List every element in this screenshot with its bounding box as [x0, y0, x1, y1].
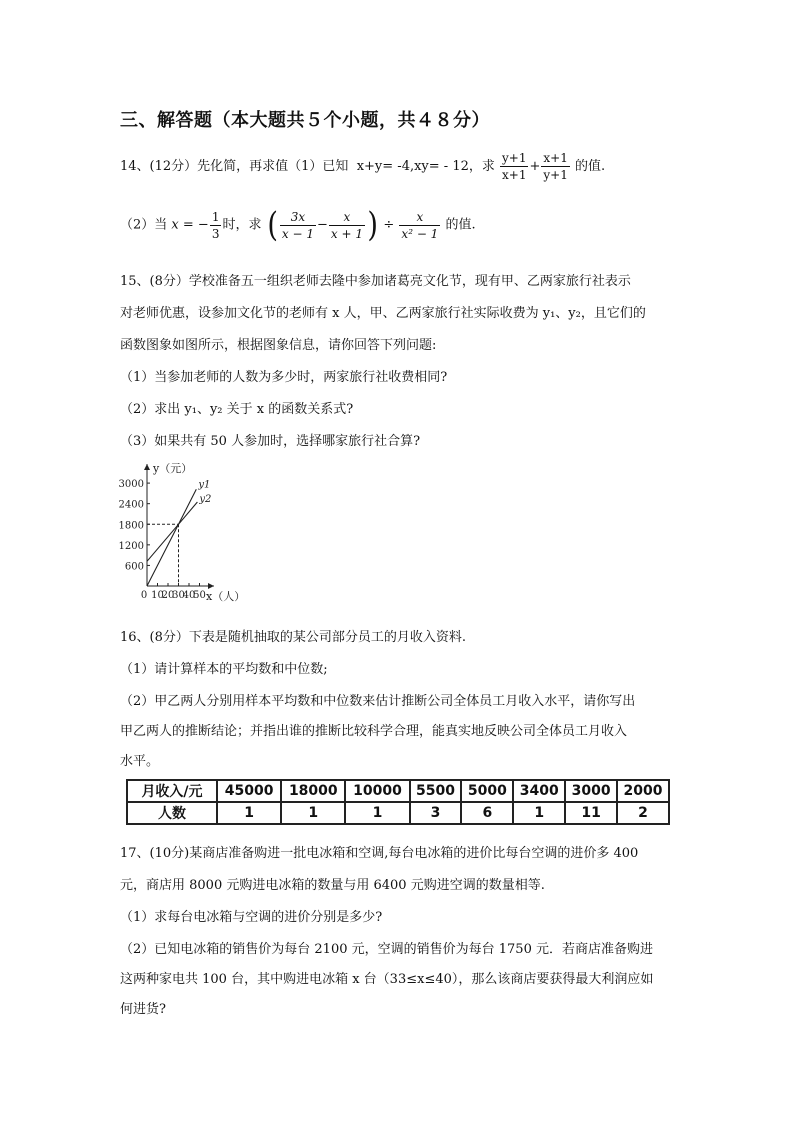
income-cell: 2000 — [617, 780, 669, 802]
q14-x-equals: x = − — [171, 217, 209, 233]
income-cell: 5000 — [461, 780, 513, 802]
q15-line2: 对老师优惠，设参加文化节的老师有 x 人，甲、乙两家旅行社实际收费为 y₁、y₂，且它们的 — [120, 306, 646, 321]
divide-sign: ÷ — [383, 217, 395, 233]
x-axis-arrow — [208, 583, 214, 589]
q14-fraction-1: $\frac{y+1}{x+1}$ — [502, 151, 527, 182]
q14-suffix: 的值. — [575, 159, 606, 174]
count-cell: 1 — [345, 802, 409, 824]
q17-sub2c: 何进货? — [120, 1002, 166, 1017]
count-row — [127, 802, 669, 824]
series-label-y2: y2 — [199, 493, 212, 505]
q14-fraction-3: $\frac{3x}{x - 1}$ — [281, 209, 314, 241]
q16-sub2c: 水平。 — [120, 754, 160, 769]
income-header: 月收入/元 — [127, 780, 217, 802]
q14-condition: x+y= -4,xy= - 12，求 — [356, 159, 495, 174]
q16-sub1: （1）请计算样本的平均数和中位数; — [120, 662, 328, 677]
q17-sub1: （1）求每台电冰箱与空调的进价分别是多少? — [120, 910, 383, 925]
count-cell: 1 — [281, 802, 345, 824]
income-row — [127, 780, 669, 802]
y-tick-label: 1200 — [118, 540, 144, 552]
q15-line1: 15、(8分）学校准备五一组织老师去隆中参加诸葛亮文化节，现有甲、乙两家旅行社表示 — [120, 274, 631, 289]
x-tick-label: 20 — [161, 590, 175, 601]
q14-part2-prefix: （2）当 — [120, 217, 168, 233]
y-tick-label: 2400 — [118, 499, 144, 511]
y-axis-label: y（元） — [153, 462, 193, 475]
q17-sub2a: （2）已知电冰箱的销售价为每台 2100 元，空调的销售价为每台 1750 元．若商店准备购进 — [120, 942, 653, 957]
count-cell: 11 — [565, 802, 617, 824]
y-tick-label: 1800 — [118, 520, 144, 532]
q15-sub1: （1）当参加老师的人数为多少时，两家旅行社收费相同? — [120, 370, 448, 385]
q15-sub2: （2）求出 y₁、y₂ 关于 x 的函数关系式? — [120, 402, 354, 417]
y-axis-arrow — [144, 464, 150, 470]
series-label-y1: y1 — [198, 479, 211, 491]
q14-fraction-4: $\frac{x}{x + 1}$ — [330, 209, 363, 241]
q15-function-chart — [110, 458, 320, 608]
count-cell: 2 — [617, 802, 669, 824]
q17-line1: 17、(10分)某商店准备购进一批电冰箱和空调,每台电冰箱的进价比每台空调的进价多 400 — [120, 846, 639, 861]
income-cell: 45000 — [217, 780, 281, 802]
q14-fraction-5: $\frac{x}{\text{x² − 1}}$ — [401, 209, 439, 241]
q14-line1 — [120, 150, 605, 183]
count-cell: 1 — [513, 802, 565, 824]
income-cell: 18000 — [281, 780, 345, 802]
q14-line2 — [120, 205, 476, 245]
left-paren: ( — [266, 205, 278, 245]
x-axis-label: x（人） — [206, 590, 246, 603]
q14-when: 时，求 — [222, 217, 262, 233]
q16-sub2a: （2）甲乙两人分别用样本平均数和中位数来估计推断公司全体员工月收入水平，请你写出 — [120, 694, 636, 709]
y-tick-label: 600 — [124, 561, 144, 573]
q14-part2-suffix: 的值. — [445, 217, 476, 233]
series-line-y2 — [147, 502, 197, 561]
q14-one-third: $\frac{1}{3}$ — [211, 209, 220, 241]
y-tick-label: 3000 — [118, 479, 144, 491]
q15-sub3: （3）如果共有 50 人参加时，选择哪家旅行社合算? — [120, 434, 421, 449]
q17-sub2b: 这两种家电共 100 台，其中购进电冰箱 x 台（33≤x≤40），那么该商店要获得最大利润应如 — [120, 972, 654, 987]
x-tick-label: 30 — [172, 590, 185, 601]
income-cell: 3000 — [565, 780, 617, 802]
q14-prefix: 14、(12分）先化简，再求值（1）已知 — [120, 159, 349, 174]
income-cell: 3400 — [513, 780, 565, 802]
section-title: 三、解答题（本大题共５个小题，共４８分） — [120, 110, 490, 131]
q17-line2: 元，商店用 8000 元购进电冰箱的数量与用 6400 元购进空调的数量相等. — [120, 878, 545, 893]
q16-line1: 16、(8分）下表是随机抽取的某公司部分员工的月收入资料. — [120, 630, 467, 645]
count-cell: 3 — [410, 802, 462, 824]
x-tick-label: 40 — [182, 590, 196, 601]
count-cell: 6 — [461, 802, 513, 824]
count-header: 人数 — [127, 802, 217, 824]
income-cell: 10000 — [345, 780, 409, 802]
plus-sign: + — [529, 159, 541, 174]
q16-sub2b: 甲乙两人的推断结论；并指出谁的推断比较科学合理，能真实地反映公司全体员工月收入 — [120, 724, 628, 739]
q14-fraction-2: $\frac{x+1}{y+1}$ — [543, 151, 568, 182]
x-tick-label: 50 — [193, 590, 206, 601]
income-cell: 5500 — [410, 780, 462, 802]
series-line-y1 — [147, 489, 196, 586]
q15-line3: 函数图象如图所示，根据图象信息，请你回答下列问题: — [120, 338, 437, 353]
count-cell: 1 — [217, 802, 281, 824]
x-tick-label: 0 — [140, 590, 148, 601]
right-paren: ) — [367, 205, 378, 245]
income-table — [126, 779, 670, 825]
minus-sign: − — [316, 217, 328, 233]
x-tick-label: 10 — [151, 590, 164, 601]
